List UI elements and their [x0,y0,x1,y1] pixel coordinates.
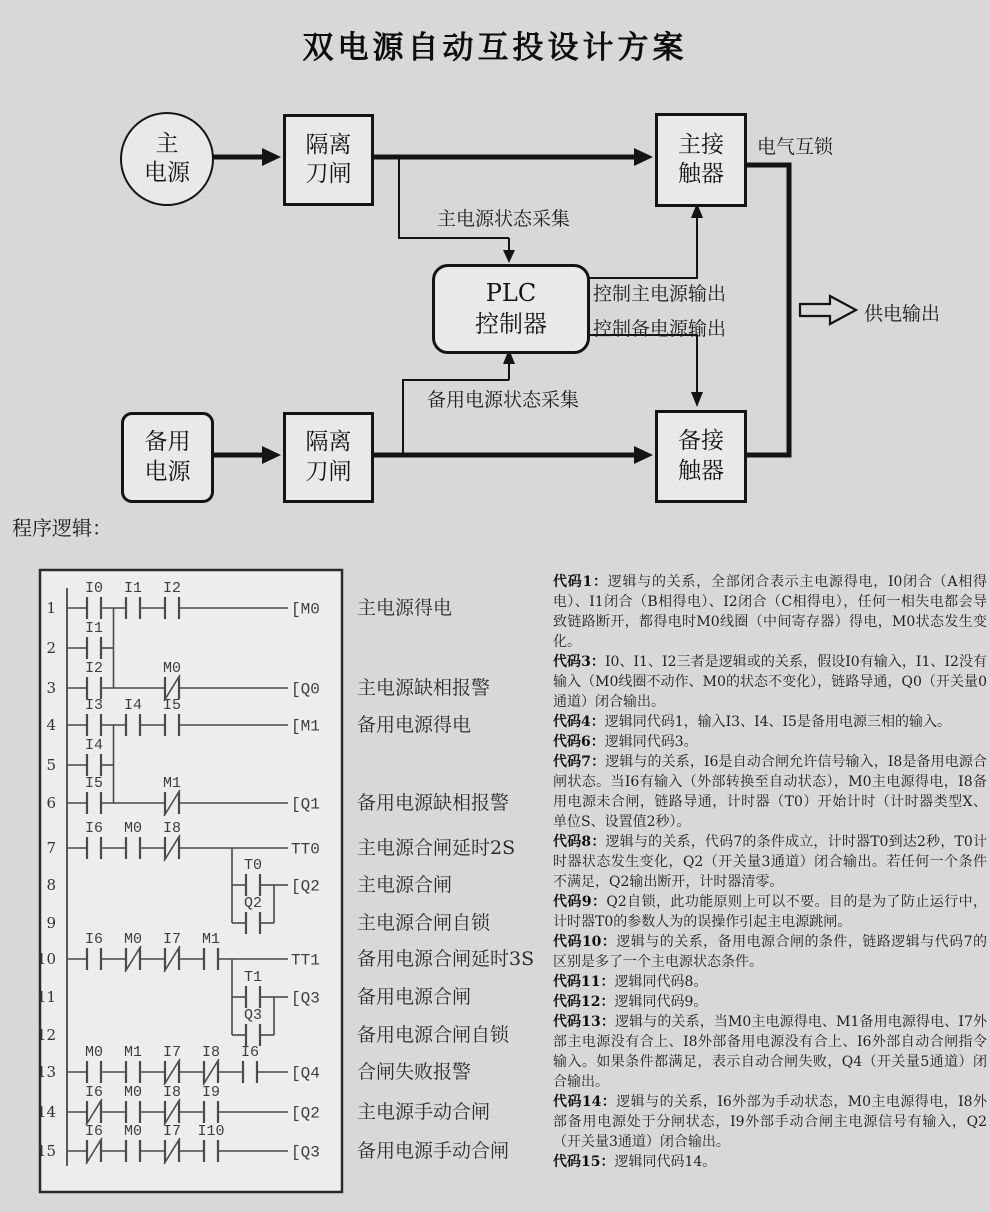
contact-label: I6 [84,1123,104,1140]
contact-label: I6 [84,820,104,837]
label-control-backup-output: 控制备电源输出 [593,318,727,340]
contact-label: M0 [84,1044,104,1061]
contact-label: M0 [162,660,182,677]
note-text: 逻辑同代码14。 [614,1154,717,1170]
rung-description: 备用电源手动合闸 [357,1140,510,1162]
note-text: Q2自锁，此功能原则上可以不要。目的是为了防止运行中，计时器T0的参数人为的误操作引起主电源跳闸。 [553,894,987,930]
rung-output: [Q4 [291,1064,320,1083]
rung-description: 主电源合闸延时2S [357,837,516,859]
note-paragraph [553,932,987,972]
rung-number: 12 [36,1026,56,1044]
rung-output: [Q2 [291,877,320,896]
node-main-contactor: 主接 触器 [655,113,747,207]
note-paragraph [553,652,987,712]
rung-description: 备用电源合闸自锁 [357,1024,510,1046]
wire-interlock-bus [741,163,789,458]
rung-number: 10 [36,950,56,968]
node-plc-controller: PLC 控制器 [432,264,590,354]
wire-plc-to-backup-contactor [584,335,703,407]
contact-label: T0 [243,857,263,874]
rung-output: TT1 [291,951,320,970]
rung-description: 备用电源合闸延时3S [357,948,535,970]
rung-number: 7 [46,839,56,857]
contact-label: I1 [123,580,143,597]
node-backup-contactor: 备接 触器 [655,410,747,503]
contact-label: M0 [123,1123,143,1140]
contact-label: I8 [162,1084,182,1101]
contact-label: I2 [162,580,182,597]
rung-output: [M0 [291,600,320,619]
contact-label: M1 [201,931,221,948]
rung-description: 主电源得电 [357,597,453,619]
contact-label: I6 [240,1044,260,1061]
node-main-power-source: 主 电源 [120,112,214,206]
arrow-isolator-to-backup-contactor [368,446,653,464]
rung-number: 14 [36,1103,56,1121]
note-code-label: 代码13： [553,1014,615,1030]
note-paragraph [553,992,987,1012]
note-code-label: 代码6： [553,734,605,750]
note-text: 逻辑与的关系，备用电源合闸的条件，链路逻辑与代码7的区别是多了一个主电源状态条件。 [553,934,987,970]
note-text: 逻辑与的关系，I6外部为手动状态，M0主电源得电，I8外部备用电源处于分闸状态，I9外部手动合闸主电源信号有输入，Q2（开关量3通道）闭合输出。 [553,1094,988,1150]
contact-label: I8 [162,820,182,837]
note-paragraph [553,972,987,992]
contact-label: I8 [201,1044,221,1061]
contact-label: M0 [123,931,143,948]
contact-label: I6 [84,931,104,948]
rung-description: 合闸失败报警 [357,1061,472,1083]
rung-number: 1 [46,599,56,617]
ladder-diagram [37,570,534,1192]
rung-number: 9 [46,914,56,932]
rung-description: 主电源手动合闸 [357,1101,491,1123]
contact-label: I4 [84,737,104,754]
label-power-output: 供电输出 [864,303,941,325]
note-code-label: 代码3： [553,654,605,670]
rung-description: 备用电源得电 [357,714,472,736]
note-code-label: 代码7： [553,754,606,770]
note-code-label: 代码14： [553,1094,617,1110]
rung-output: [Q3 [291,1143,320,1162]
contact-label: M0 [123,1084,143,1101]
rung-description: 主电源合闸自锁 [357,912,491,934]
rung-description: 主电源缺相报警 [357,677,491,699]
note-code-label: 代码9： [553,894,607,910]
wire-plc-to-main-contactor [584,203,703,278]
rung-number: 13 [36,1063,56,1081]
note-code-label: 代码4： [553,714,605,730]
contact-label: I6 [84,1084,104,1101]
note-paragraph [553,1152,987,1172]
node-main-isolator-switch: 隔离 刀闸 [283,114,374,206]
rung-number: 6 [46,794,56,812]
label-control-main-output: 控制主电源输出 [593,283,727,305]
contact-label: I2 [84,660,104,677]
contact-label: Q3 [243,1007,263,1024]
note-paragraph [553,1012,987,1092]
contact-label: I10 [197,1123,225,1140]
note-paragraph [553,752,987,832]
arrow-isolator-to-main-contactor [368,148,653,166]
power-output-arrow-icon [800,296,856,324]
contact-label: I5 [162,697,182,714]
note-code-label: 代码1： [553,574,608,590]
rung-number: 15 [36,1142,56,1160]
program-notes [553,572,987,1172]
arrow-main-source-to-isolator [212,148,281,166]
note-text: 逻辑与的关系，代码7的条件成立，计时器T0到达2秒，T0计时器状态发生变化，Q2（开关量3通道）闭合输出。若任何一个条件不满足，Q2输出断开，计时器清零。 [553,834,987,890]
note-paragraph [553,832,987,892]
rung-description: 备用电源合闸 [357,986,472,1008]
contact-label: I9 [201,1084,221,1101]
rung-description: 备用电源缺相报警 [357,792,510,814]
rung-number: 11 [36,988,56,1006]
label-electrical-interlock: 电气互锁 [757,136,834,158]
note-paragraph [553,572,987,652]
note-text: I0、I1、I2三者是逻辑或的关系，假设I0有输入，I1、I2没有输入（M0线圈不动作、M0的状态不变化），链路导通，Q0（开关量0通道）闭合输出。 [553,654,988,710]
note-paragraph [553,1092,987,1152]
contact-label: I4 [123,697,143,714]
rung-number: 3 [46,679,56,697]
rung-output: [Q2 [291,1104,320,1123]
note-code-label: 代码8： [553,834,606,850]
contact-label: T1 [243,969,263,986]
ladder-section-label: 程序逻辑： [12,516,112,540]
note-code-label: 代码11： [553,974,615,990]
rung-number: 8 [46,876,56,894]
contact-label: I1 [84,620,104,637]
note-code-label: 代码12： [553,994,615,1010]
note-text: 逻辑与的关系，全部闭合表示主电源得电，I0闭合（A相得电）、I1闭合（B相得电）、I2闭合（C相得电），任何一相失电都会导致链路断开，都得电时M0线圈（中间寄存器）得电，M0状态发生变化。 [553,574,988,650]
note-text: 逻辑同代码1，输入I3、I4、I5是备用电源三相的输入。 [604,714,951,730]
contact-label: I5 [84,775,104,792]
contact-label: I7 [162,1044,182,1061]
rung-number: 2 [46,639,56,657]
node-backup-power-source: 备用 电源 [121,412,214,503]
contact-label: I3 [84,697,104,714]
rung-output: [M1 [291,717,320,736]
rung-description: 主电源合闸 [357,874,453,896]
note-text: 逻辑与的关系，当M0主电源得电、M1备用电源得电、I7外部主电源没有合上、I8外部备用电源没有合上、I6外部自动合闸指令输入。如果条件都满足，表示自动合闸失败，Q4（开关量5通道）闭合输出。 [553,1014,988,1090]
contact-label: Q2 [243,895,263,912]
arrow-backup-source-to-isolator [210,446,281,464]
rung-number: 4 [46,716,56,734]
note-text: 逻辑同代码9。 [614,994,708,1010]
note-paragraph [553,712,987,732]
note-text: 逻辑同代码8。 [614,974,708,990]
contact-label: I7 [162,1123,182,1140]
contact-label: M1 [162,775,182,792]
note-code-label: 代码15： [553,1154,615,1170]
rung-output: [Q0 [291,680,320,699]
rung-number: 5 [46,756,56,774]
note-code-label: 代码10： [553,934,617,950]
contact-label: M1 [123,1044,143,1061]
rung-output: TT0 [291,840,320,859]
label-main-status-acquisition: 主电源状态采集 [437,208,571,230]
note-paragraph [553,892,987,932]
label-backup-status-acquisition: 备用电源状态采集 [427,389,580,411]
contact-label: I7 [162,931,182,948]
note-text: 逻辑与的关系，I6是自动合闸允许信号输入，I8是备用电源合闸状态。当I6有输入（外部转换至自动状态），M0主电源得电，I8备用电源未合闸，链路导通，计时器（T0）开始计时（计时器类型X、单位S、设置值2秒）。 [553,754,988,830]
note-text: 逻辑同代码3。 [604,734,698,750]
note-paragraph [553,732,987,752]
contact-label: I0 [84,580,104,597]
rung-output: [Q3 [291,989,320,1008]
page-title: 双电源自动互投设计方案 [302,30,688,65]
rung-output: [Q1 [291,795,320,814]
node-backup-isolator-switch: 隔离 刀闸 [283,412,374,503]
contact-label: M0 [123,820,143,837]
